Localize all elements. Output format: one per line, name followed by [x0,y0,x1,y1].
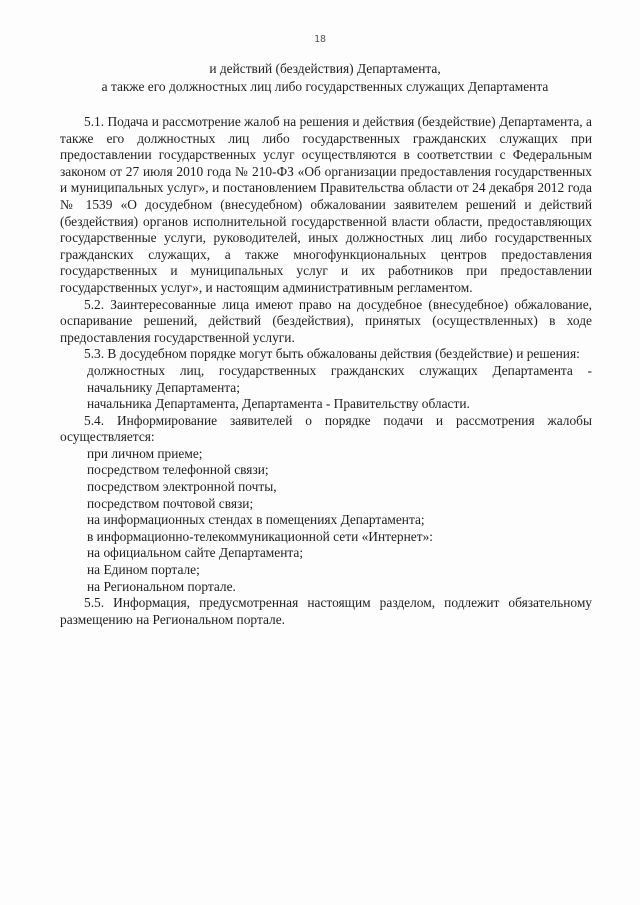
list-item: на Едином портале; [87,562,200,578]
information-channels-list [87,446,592,595]
list-item: посредством электронной почты, [87,479,277,495]
heading-line-2: а также его должностных лиц либо государственных служащих Департамента [101,79,549,94]
list-item: на официальном сайте Департамента; [87,545,304,561]
list-item: на информационных стендах в помещениях Департамента; [87,512,425,528]
paragraph-5-3-item-2: начальника Департамента, Департамента - Правительству области. [87,396,470,412]
list-item: посредством телефонной связи; [87,462,269,478]
list-item: в информационно-телекоммуникационной сети «Интернет»: [87,528,433,544]
paragraph-5-2: 5.2. Заинтересованные лица имеют право на досудебное (внесудебное) обжалование, оспаривание решений, действий (бездействия), принятых (осуществленных) в ходе предоставления государственной услуги. [60,296,592,345]
document-body [60,114,592,628]
list-item: посредством почтовой связи; [87,495,254,511]
paragraph-5-5: 5.5. Информация, предусмотренная настоящим разделом, подлежит обязательному размещению на Региональном портале. [60,595,592,627]
paragraph-5-1: 5.1. Подача и рассмотрение жалоб на решения и действия (бездействие) Департамента, а также его должностных лиц либо государственных гражданских служащих при предоставлении государственных услуг осуществляются в соответствии с Федеральным законом от 27 июля 2010 года № 210-ФЗ «Об организации предоставления государственных и муниципальных услуг», и постановлением Правительства области от 24 декабря 2012 года № 1539 «О досудебном (внесудебном) обжаловании заявителем решений и действий (бездействия) органов исполнительной государственной власти области, предоставляющих государственные услуги, руководителей, иных должностных лиц либо государственных гражданских служащих, а также многофункциональных центров предоставления государственных и муниципальных услуг и их работников при предоставлении государственных услуг», и настоящим административным регламентом. [60,114,592,295]
list-item: при личном приеме; [87,445,203,461]
page-number: 18 [313,34,327,45]
list-item: на Региональном портале. [87,578,236,594]
paragraph-5-3-item-1: должностных лиц, государственных гражданских служащих Департамента - начальнику Департамента; [87,362,592,395]
paragraph-5-3: 5.3. В досудебном порядке могут быть обжалованы действия (бездействие) и решения: [84,346,580,362]
heading-line-1: и действий (бездействия) Департамента, [209,61,441,76]
paragraph-5-4: 5.4. Информирование заявителей о порядке подачи и рассмотрения жалобы осуществляется: [60,412,592,445]
section-heading [60,60,590,96]
